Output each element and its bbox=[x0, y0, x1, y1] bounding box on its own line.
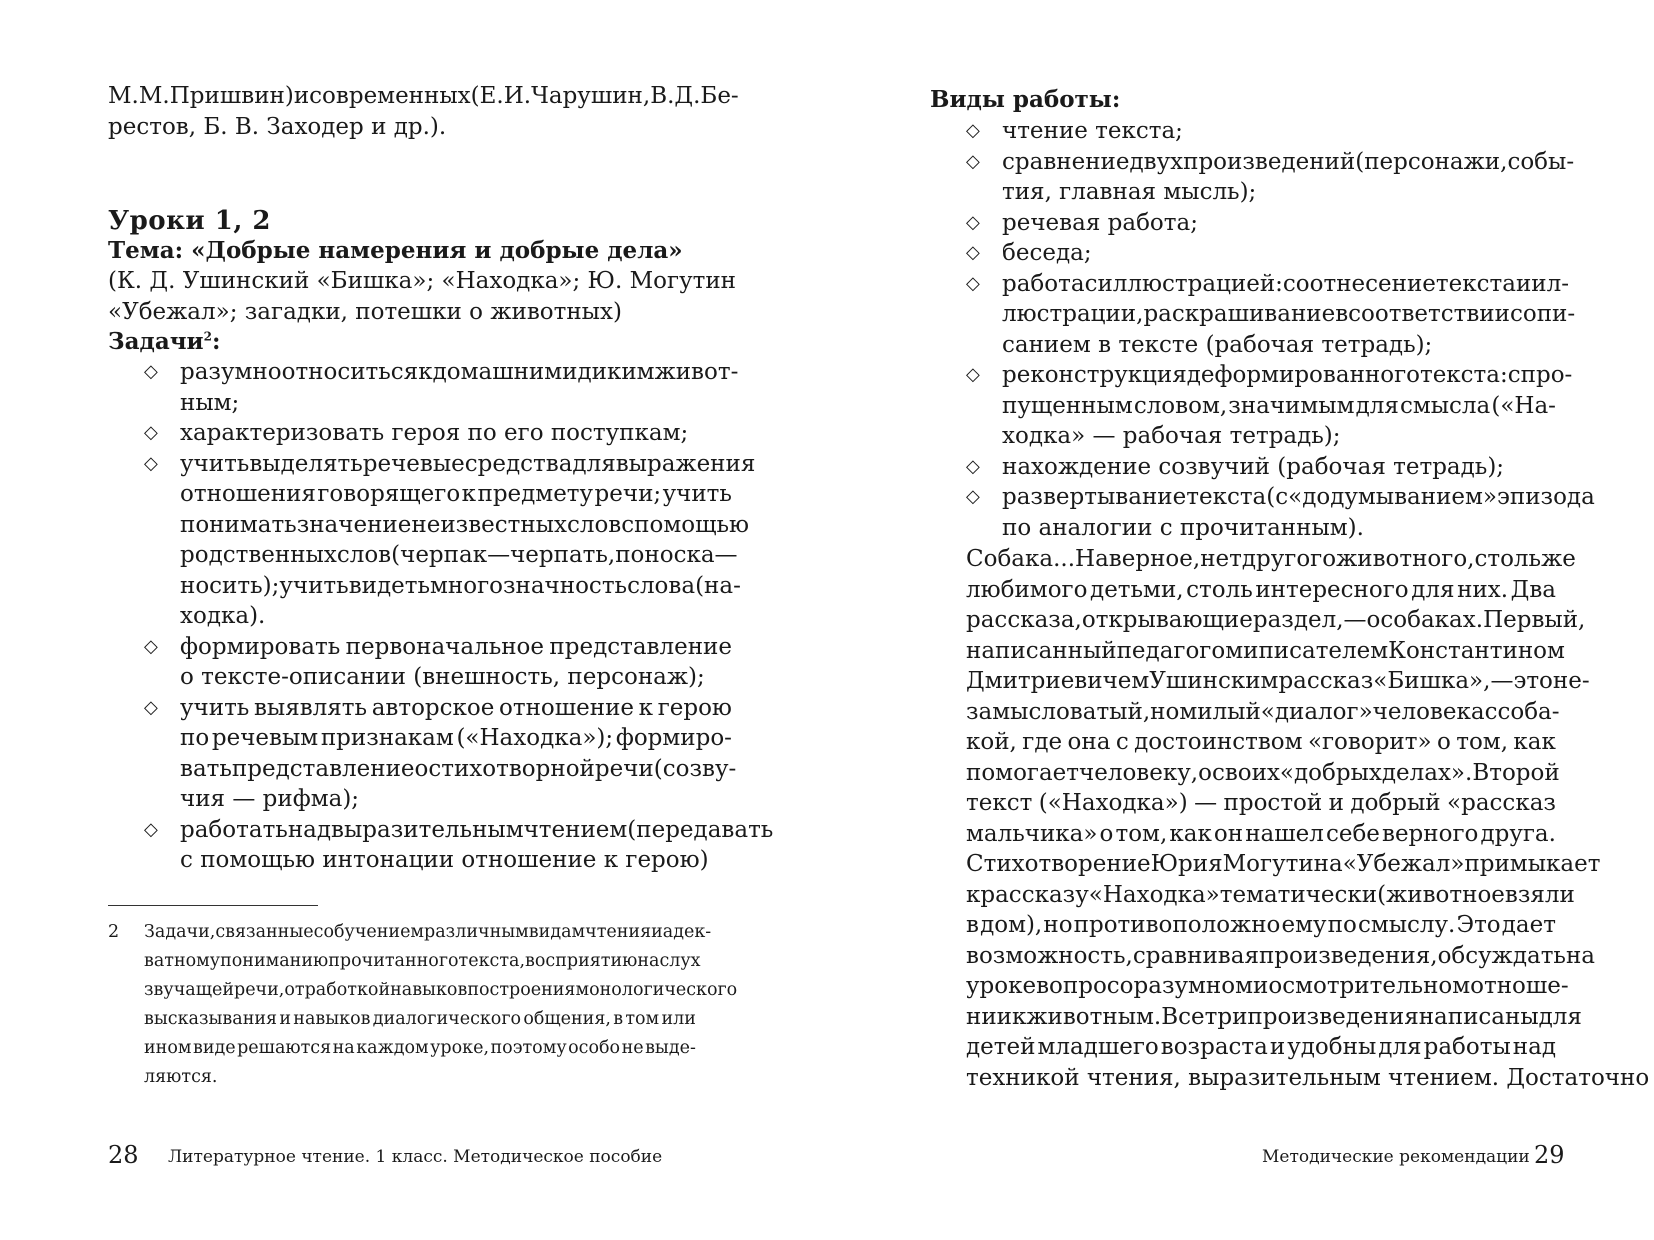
footnote-divider bbox=[108, 905, 318, 906]
diamond-outline-icon: ◇ bbox=[144, 635, 158, 657]
diamond-outline-icon: ◇ bbox=[966, 455, 980, 477]
footnote-ref: 2 bbox=[203, 329, 212, 344]
list-item bbox=[966, 238, 1556, 269]
diamond-outline-icon: ◇ bbox=[966, 120, 980, 141]
paragraph-line: Собака... Наверное, нет другого животного, столь же bbox=[966, 546, 1576, 572]
paragraph-line: Стихотворение Юрия Могутина «Убежал» примыкает bbox=[966, 851, 1601, 877]
list-item-line: работа с иллюстрацией: соотнесение текста и ил- bbox=[1002, 270, 1570, 297]
running-head-left: Литературное чтение. 1 класс. Методическое пособие bbox=[168, 1147, 663, 1167]
list-item bbox=[144, 449, 756, 632]
footnote-line: звучащей речи, отработкой навыков построения монологического bbox=[144, 980, 738, 1000]
list-item-line: речевая работа; bbox=[1002, 209, 1198, 236]
list-item-line: формировать первоначальное представление bbox=[180, 633, 732, 660]
list-item-line: понимать значение неизвестных слов с помощью bbox=[180, 511, 749, 538]
list-item-line: развертывание текста (с «додумыванием» эпизода bbox=[1002, 484, 1595, 510]
list-item-line: характеризовать героя по его поступкам; bbox=[180, 420, 689, 446]
list-item bbox=[144, 357, 739, 418]
paragraph-line: к рассказу «Находка» тематически (животное взяли bbox=[966, 881, 1575, 908]
list-item-line: по речевым признакам («Находка»); формиро- bbox=[180, 725, 732, 751]
main-paragraph bbox=[966, 544, 1650, 1093]
list-item bbox=[966, 269, 1576, 361]
list-item-line: о тексте-описании (внешность, персонаж); bbox=[180, 664, 705, 690]
footnote-text bbox=[144, 918, 738, 1092]
diamond-outline-icon: ◇ bbox=[144, 422, 158, 443]
list-item-line: носить); учить видеть многозначность слова (на- bbox=[180, 572, 741, 599]
sources-line: «Убежал»; загадки, потешки о животных) bbox=[108, 298, 622, 325]
paragraph-line: нии к животным. Все три произведения написаны для bbox=[966, 1003, 1582, 1030]
page-number-right: 29 bbox=[1534, 1141, 1565, 1169]
list-item-line: санием в тексте (рабочая тетрадь); bbox=[1002, 331, 1433, 358]
list-item bbox=[966, 208, 1556, 239]
paragraph-line: детей младшего возраста и удобны для работы над bbox=[966, 1034, 1556, 1060]
footnote-line: ляются. bbox=[144, 1067, 218, 1087]
list-item-line: учить выявлять авторское отношение к герою bbox=[180, 694, 732, 721]
diamond-outline-icon: ◇ bbox=[966, 150, 980, 172]
diamond-outline-icon: ◇ bbox=[966, 364, 980, 385]
intro-line: М. М. Пришвин) и современных (Е. И. Чарушин, В. Д. Бе- bbox=[108, 83, 739, 109]
list-item-line: ным; bbox=[180, 389, 240, 416]
list-item-line: нахождение созвучий (рабочая тетрадь); bbox=[1002, 453, 1505, 480]
diamond-outline-icon: ◇ bbox=[144, 361, 158, 382]
footnote-line: ватному пониманию прочитанного текста, восприятию на слух bbox=[144, 951, 701, 971]
paragraph-line: Дмитриевичем Ушинским рассказ «Бишка»,— это не- bbox=[966, 668, 1590, 694]
paragraph-line: написанный педагогом и писателем Константином bbox=[966, 637, 1565, 664]
list-item-line: пущенным словом, значимым для смысла («На- bbox=[1002, 392, 1556, 419]
tasks-list bbox=[144, 357, 774, 876]
paragraph-line: техникой чтения, выразительным чтением. Достаточно bbox=[966, 1064, 1650, 1091]
list-item-line: учить выделять речевые средства для выражения bbox=[180, 450, 756, 477]
list-item bbox=[144, 632, 732, 693]
list-item bbox=[144, 418, 732, 449]
paragraph-line: мальчика» о том, как он нашел себе верного друга. bbox=[966, 820, 1556, 847]
diamond-outline-icon: ◇ bbox=[144, 696, 158, 718]
list-item-line: вать представление о стихотворной речи (созву- bbox=[180, 755, 737, 782]
list-item bbox=[966, 482, 1595, 543]
paragraph-line: возможность, сравнивая произведения, обсуждать на bbox=[966, 942, 1595, 969]
list-item-line: чтение текста; bbox=[1002, 118, 1183, 144]
paragraph-line: текст («Находка») — простой и добрый «рассказ bbox=[966, 790, 1556, 816]
footnote-line: ином виде решаются на каждом уроке, поэтому особо не выде- bbox=[144, 1038, 696, 1058]
paragraph-line: помогает человеку, о своих «добрых делах». Второй bbox=[966, 759, 1560, 786]
diamond-outline-icon: ◇ bbox=[966, 242, 980, 263]
footnote bbox=[108, 918, 738, 1092]
work-types-list bbox=[966, 116, 1595, 543]
paragraph-line: замысловатый, но милый «диалог» человека с соба- bbox=[966, 698, 1560, 725]
lesson-heading: Уроки 1, 2 bbox=[108, 206, 272, 236]
list-item-line: люстрации, раскрашивание в соответствии с опи- bbox=[1002, 301, 1576, 327]
list-item bbox=[966, 116, 1556, 147]
list-item-line: отношения говорящего к предмету речи; учить bbox=[180, 481, 732, 507]
list-item bbox=[144, 693, 737, 815]
intro-text bbox=[108, 81, 739, 142]
page-number-left: 28 bbox=[108, 1141, 139, 1169]
sources bbox=[108, 266, 736, 327]
list-item-line: разумно относиться к домашним и диким живот- bbox=[180, 359, 739, 385]
list-item bbox=[966, 452, 1556, 483]
list-item-line: ходка» — рабочая тетрадь); bbox=[1002, 423, 1341, 449]
list-item-line: с помощью интонации отношение к герою) bbox=[180, 847, 709, 873]
list-item-line: чия — рифма); bbox=[180, 786, 360, 812]
paragraph-line: уроке вопрос о разумном и осмотрительном отноше- bbox=[966, 973, 1569, 999]
diamond-outline-icon: ◇ bbox=[966, 272, 980, 294]
footnote-line: высказывания и навыков диалогического общения, в том или bbox=[144, 1009, 696, 1029]
diamond-outline-icon: ◇ bbox=[966, 486, 980, 507]
topic-line: Тема: «Добрые намерения и добрые дела» bbox=[108, 237, 683, 264]
paragraph-line: в дом), но противоположно ему по смыслу. Это дает bbox=[966, 912, 1556, 938]
paragraph-line: любимого детьми, столь интересного для них. Два bbox=[966, 576, 1556, 603]
list-item-line: родственных слов (черпак — черпать, поноска — bbox=[180, 542, 738, 568]
diamond-outline-icon: ◇ bbox=[144, 818, 158, 840]
list-item bbox=[144, 815, 774, 876]
intro-line: рестов, Б. В. Заходер и др.). bbox=[108, 113, 447, 140]
list-item bbox=[966, 360, 1573, 452]
list-item bbox=[966, 147, 1575, 208]
work-types-label: Виды работы: bbox=[930, 86, 1121, 113]
list-item-line: сравнение двух произведений (персонажи, собы- bbox=[1002, 148, 1575, 175]
tasks-label: Задачи$^2$: bbox=[108, 328, 221, 355]
list-item-line: работать над выразительным чтением (передавать bbox=[180, 816, 774, 843]
list-item-line: реконструкция деформированного текста: с про- bbox=[1002, 362, 1573, 388]
paragraph-line: кой, где она с достоинством «говорит» о том, как bbox=[966, 729, 1556, 755]
paragraph-line: рассказа, открывающие раздел,— о собаках. Первый, bbox=[966, 607, 1586, 633]
diamond-outline-icon: ◇ bbox=[144, 452, 158, 474]
footnote-line: Задачи, связанные с обучением различным видам чтения и адек- bbox=[144, 922, 712, 942]
list-item-line: тия, главная мысль); bbox=[1002, 179, 1257, 205]
list-item-line: беседа; bbox=[1002, 240, 1092, 266]
list-item-line: ходка). bbox=[180, 603, 266, 629]
footnote-number: 2 bbox=[108, 922, 120, 942]
running-head-right: Методические рекомендации bbox=[1262, 1147, 1530, 1167]
diamond-outline-icon: ◇ bbox=[966, 211, 980, 233]
list-item-line: по аналогии с прочитанным). bbox=[1002, 514, 1364, 541]
sources-line: (К. Д. Ушинский «Бишка»; «Находка»; Ю. Могутин bbox=[108, 268, 736, 294]
